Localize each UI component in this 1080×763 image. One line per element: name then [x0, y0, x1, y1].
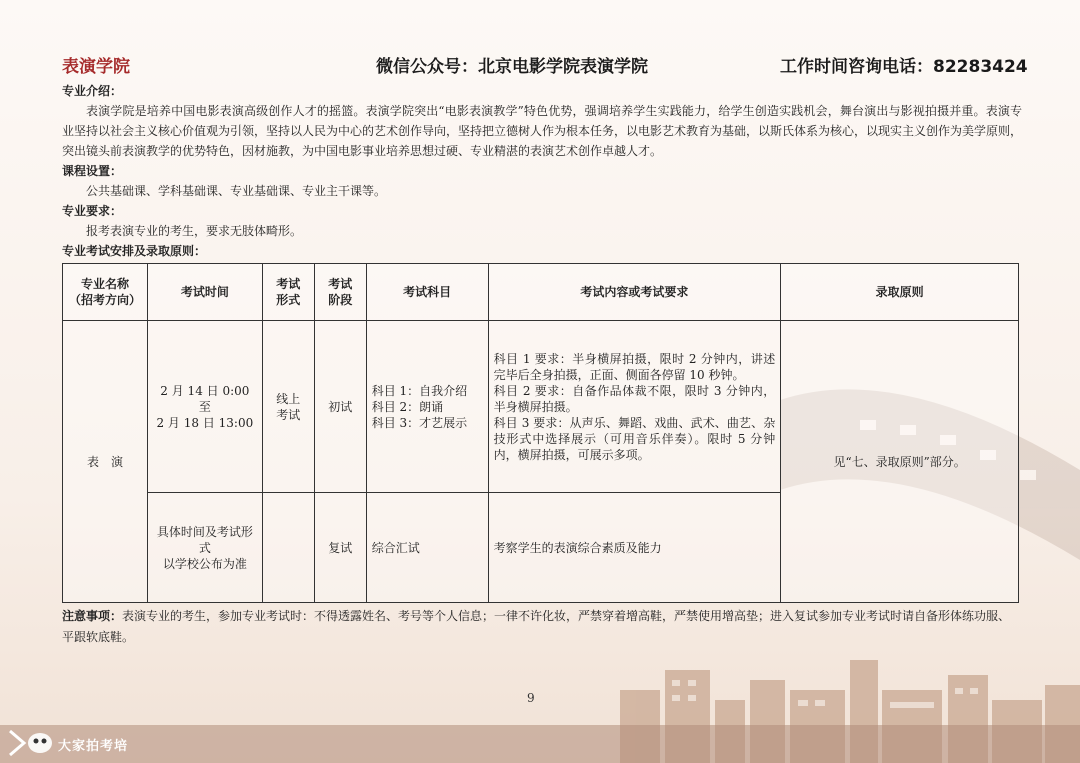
wechat-account: 微信公众号：北京电影学院表演学院	[376, 57, 648, 77]
round1-time-start: 2 月 14 日 0:00	[160, 383, 250, 398]
page-number: 9	[527, 691, 535, 705]
header-stage	[314, 264, 366, 321]
round1-time-end: 2 月 18 日 13:00	[156, 415, 254, 430]
requirement-3: 科目 3 要求：从声乐、舞蹈、戏曲、武术、曲艺、杂技形式中选择展示（可用音乐伴奏）。限时 5 分钟内，横屏拍摄，可展示多项。	[493, 415, 776, 462]
courses-title: 课程设置：	[62, 164, 123, 178]
table-row-round1	[63, 321, 1019, 493]
subject-3: 科目 3：才艺展示	[371, 415, 468, 430]
header-content: 考试内容或考试要求	[488, 264, 781, 321]
round1-time	[147, 321, 262, 493]
header-major-line2: （招考方向）	[68, 293, 141, 307]
requirement-1: 科目 1 要求：半身横屏拍摄，限时 2 分钟内，讲述完毕后全身拍摄，正面、侧面各停留 10 秒钟。	[493, 351, 776, 382]
header-time: 考试时间	[147, 264, 262, 321]
notes-section	[62, 606, 1020, 648]
round1-form-line1: 线上	[276, 391, 301, 406]
page-header	[0, 50, 1080, 80]
header-form-line2: 形式	[276, 293, 301, 307]
round1-time-to: 至	[198, 399, 211, 414]
intro-title: 专业介绍：	[62, 84, 123, 98]
round2-content: 考察学生的表演综合素质及能力	[488, 493, 781, 603]
notes-label: 注意事项：	[62, 609, 123, 623]
exam-table	[62, 263, 1019, 603]
round2-stage: 复试	[314, 493, 366, 603]
courses-text: 公共基础课、学科基础课、专业基础课、专业主干课等。	[86, 184, 387, 198]
round1-subjects	[366, 321, 488, 493]
header-admission: 录取原则	[781, 264, 1019, 321]
bottom-band	[0, 725, 1080, 763]
round1-form-line2: 考试	[276, 407, 301, 422]
round2-time-line1: 具体时间及考试形式	[156, 524, 253, 555]
watermark-text: 大家拍考培	[58, 739, 129, 754]
round1-form	[262, 321, 314, 493]
admission-cell: 见“七、录取原则”部分。	[781, 321, 1019, 603]
table-header-row	[63, 264, 1019, 321]
requirements-title: 专业要求：	[62, 204, 123, 218]
header-stage-line1: 考试	[328, 277, 353, 291]
round2-subject: 综合汇试	[366, 493, 488, 603]
contact-phone: 工作时间咨询电话：82283424	[780, 57, 1028, 77]
header-major-line1: 专业名称	[80, 277, 129, 291]
header-stage-line2: 阶段	[328, 293, 353, 307]
header-subject: 考试科目	[366, 264, 488, 321]
notes-text: 表演专业的考生，参加专业考试时：不得透露姓名、考号等个人信息；一律不许化妆，严禁穿着增高鞋，严禁使用增高垫；进入复试参加专业考试时请自备形体练功服、平跟软底鞋。	[62, 609, 1011, 644]
header-form-line1: 考试	[276, 277, 301, 291]
subject-1: 科目 1：自我介绍	[371, 383, 468, 398]
round2-form	[262, 493, 314, 603]
round2-time	[147, 493, 262, 603]
college-name: 表演学院	[62, 57, 130, 77]
intro-section	[62, 81, 1022, 261]
requirement-2: 科目 2 要求：自备作品体裁不限，限时 3 分钟内，半身横屏拍摄。	[493, 383, 776, 414]
subject-2: 科目 2：朗诵	[371, 399, 444, 414]
round2-time-line2: 以学校公布为准	[162, 556, 247, 571]
intro-text: 表演学院是培养中国电影表演高级创作人才的摇篮。表演学院突出“电影表演教学”特色优势，强调培养学生实践能力，给学生创造实践机会，舞台演出与影视拍摄并重。表演专业坚持以社会主义核心价值观为引领，坚持以人民为中心的艺术创作导向，坚持把立德树人作为根本任务，以电影艺术教育为基础，以斯氏体系为核心，以现实主义创作为美学原则，突出镜头前表演教学的优势特色，因材施教，为中国电影事业培养思想过硬、专业精湛的表演艺术创作卓越人才。	[62, 104, 1023, 158]
requirements-text: 报考表演专业的考生，要求无肢体畸形。	[86, 224, 303, 238]
header-major	[63, 264, 148, 321]
round1-stage: 初试	[314, 321, 366, 493]
round1-requirements	[488, 321, 781, 493]
arrangement-title: 专业考试安排及录取原则：	[62, 244, 207, 258]
header-form	[262, 264, 314, 321]
major-cell: 表 演	[63, 321, 148, 603]
